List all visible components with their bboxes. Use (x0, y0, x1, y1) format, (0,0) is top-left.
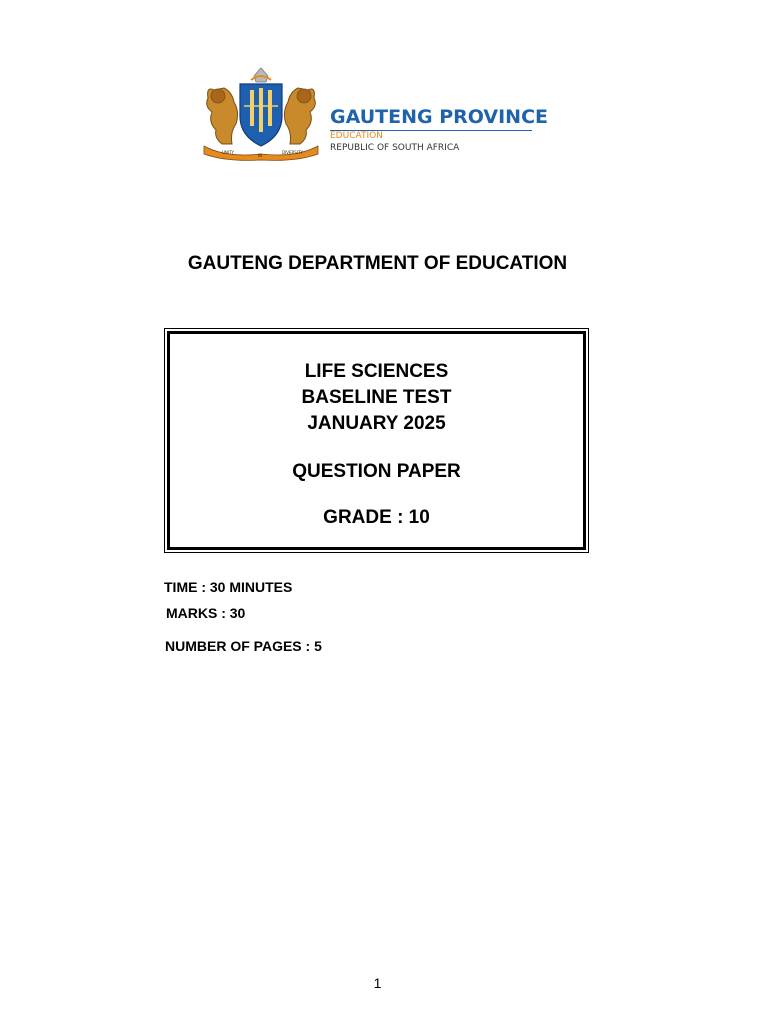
province-name: GAUTENG PROVINCE (330, 106, 548, 128)
page-number: 1 (373, 975, 382, 991)
subject-title: LIFE SCIENCES (304, 361, 449, 382)
gauteng-logo (196, 66, 548, 162)
svg-text:IN: IN (258, 153, 263, 158)
marks-info: MARKS : 30 (166, 605, 246, 621)
time-info: TIME : 30 MINUTES (164, 579, 293, 595)
date-title: JANUARY 2025 (307, 413, 446, 434)
country-label: REPUBLIC OF SOUTH AFRICA (330, 143, 460, 153)
title-box-inner (167, 331, 586, 550)
coat-of-arms-icon (196, 66, 326, 162)
paper-title: QUESTION PAPER (292, 461, 461, 482)
pages-info: NUMBER OF PAGES : 5 (165, 638, 322, 654)
department-heading: GAUTENG DEPARTMENT OF EDUCATION (187, 253, 568, 274)
title-box (164, 328, 589, 553)
department-label: EDUCATION (330, 131, 383, 141)
grade-title: GRADE : 10 (323, 507, 430, 528)
svg-text:DIVERSITY: DIVERSITY (282, 150, 303, 155)
test-title: BASELINE TEST (301, 387, 452, 408)
motto-text: UNITY (222, 150, 234, 155)
